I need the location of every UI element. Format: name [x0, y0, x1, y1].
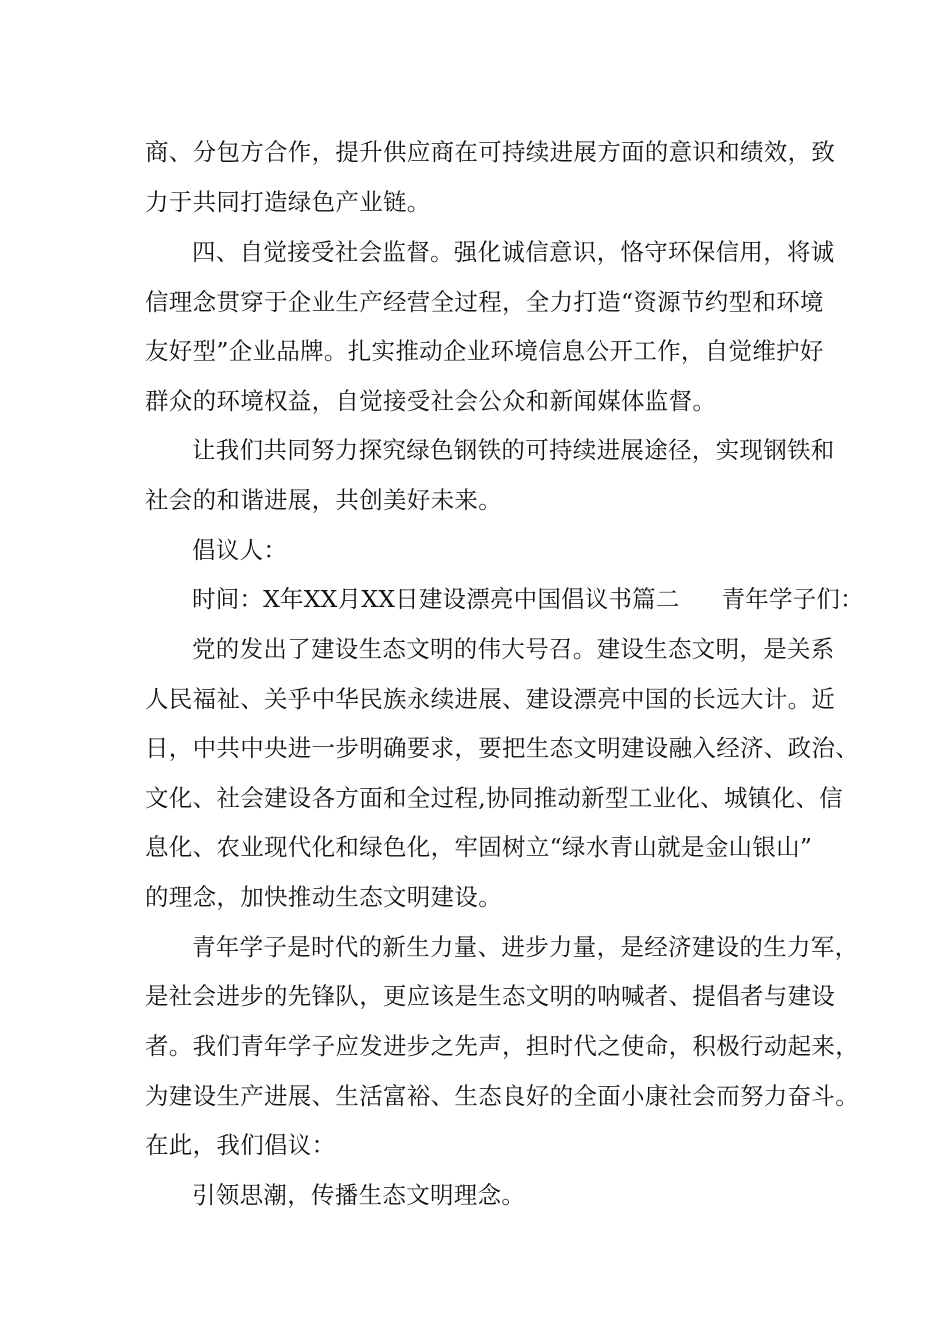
text-line: 力于共同打造绿色产业链。: [145, 188, 431, 216]
text-line: 文化、社会建设各方面和全过程,协同推动新型工业化、城镇化、信: [145, 784, 843, 812]
paragraph-start: 青年学子是时代的新生力量、进步力量，是经济建设的生力军，: [192, 933, 859, 961]
text-line: 是社会进步的先锋队，更应该是生态文明的呐喊者、提倡者与建设: [145, 982, 836, 1010]
text-line: 的理念，加快推动生态文明建设。: [145, 883, 502, 911]
initiator-label: 倡议人：: [192, 536, 288, 564]
text-line: 商、分包方合作，提升供应商在可持续进展方面的意识和绩效，致: [145, 138, 836, 166]
text-line: 为建设生产进展、生活富裕、生态良好的全面小康社会而努力奋斗。: [145, 1082, 859, 1110]
text-line: 友好型”企业品牌。扎实推动企业环境信息公开工作，自觉维护好: [145, 337, 824, 365]
text-line: 信理念贯穿于企业生产经营全过程，全力打造“资源节约型和环境: [145, 288, 824, 316]
text-line: 群众的环境权益，自觉接受社会公众和新闻媒体监督。: [145, 387, 717, 415]
paragraph-start: 四、自觉接受社会监督。强化诚信意识，恪守环保信用，将诚: [192, 238, 835, 266]
date-and-title: 时间：X年XX月XX日建设漂亮中国倡议书篇二: [192, 585, 680, 613]
text-line: 社会的和谐进展，共创美好未来。: [145, 486, 502, 514]
date-title-line: [192, 583, 864, 615]
paragraph-start: 党的发出了建设生态文明的伟大号召。建设生态文明，是关系: [192, 635, 835, 663]
text-line: 息化、农业现代化和绿色化，牢固树立“绿水青山就是金山银山”: [145, 833, 813, 861]
text-line: 人民福祉、关乎中华民族永续进展、建设漂亮中国的长远大计。近: [145, 685, 836, 713]
text-line: 日，中共中央进一步明确要求，要把生态文明建设融入经济、政治、: [145, 734, 859, 762]
paragraph-start: 让我们共同努力探究绿色钢铁的可持续进展途径，实现钢铁和: [192, 436, 835, 464]
text-line: 者。我们青年学子应发进步之先声，担时代之使命，积极行动起来，: [145, 1032, 859, 1060]
text-line: 在此，我们倡议：: [145, 1131, 336, 1159]
paragraph-start: 引领思潮，传播生态文明理念。: [192, 1181, 526, 1209]
salutation: 青年学子们：: [721, 585, 864, 613]
